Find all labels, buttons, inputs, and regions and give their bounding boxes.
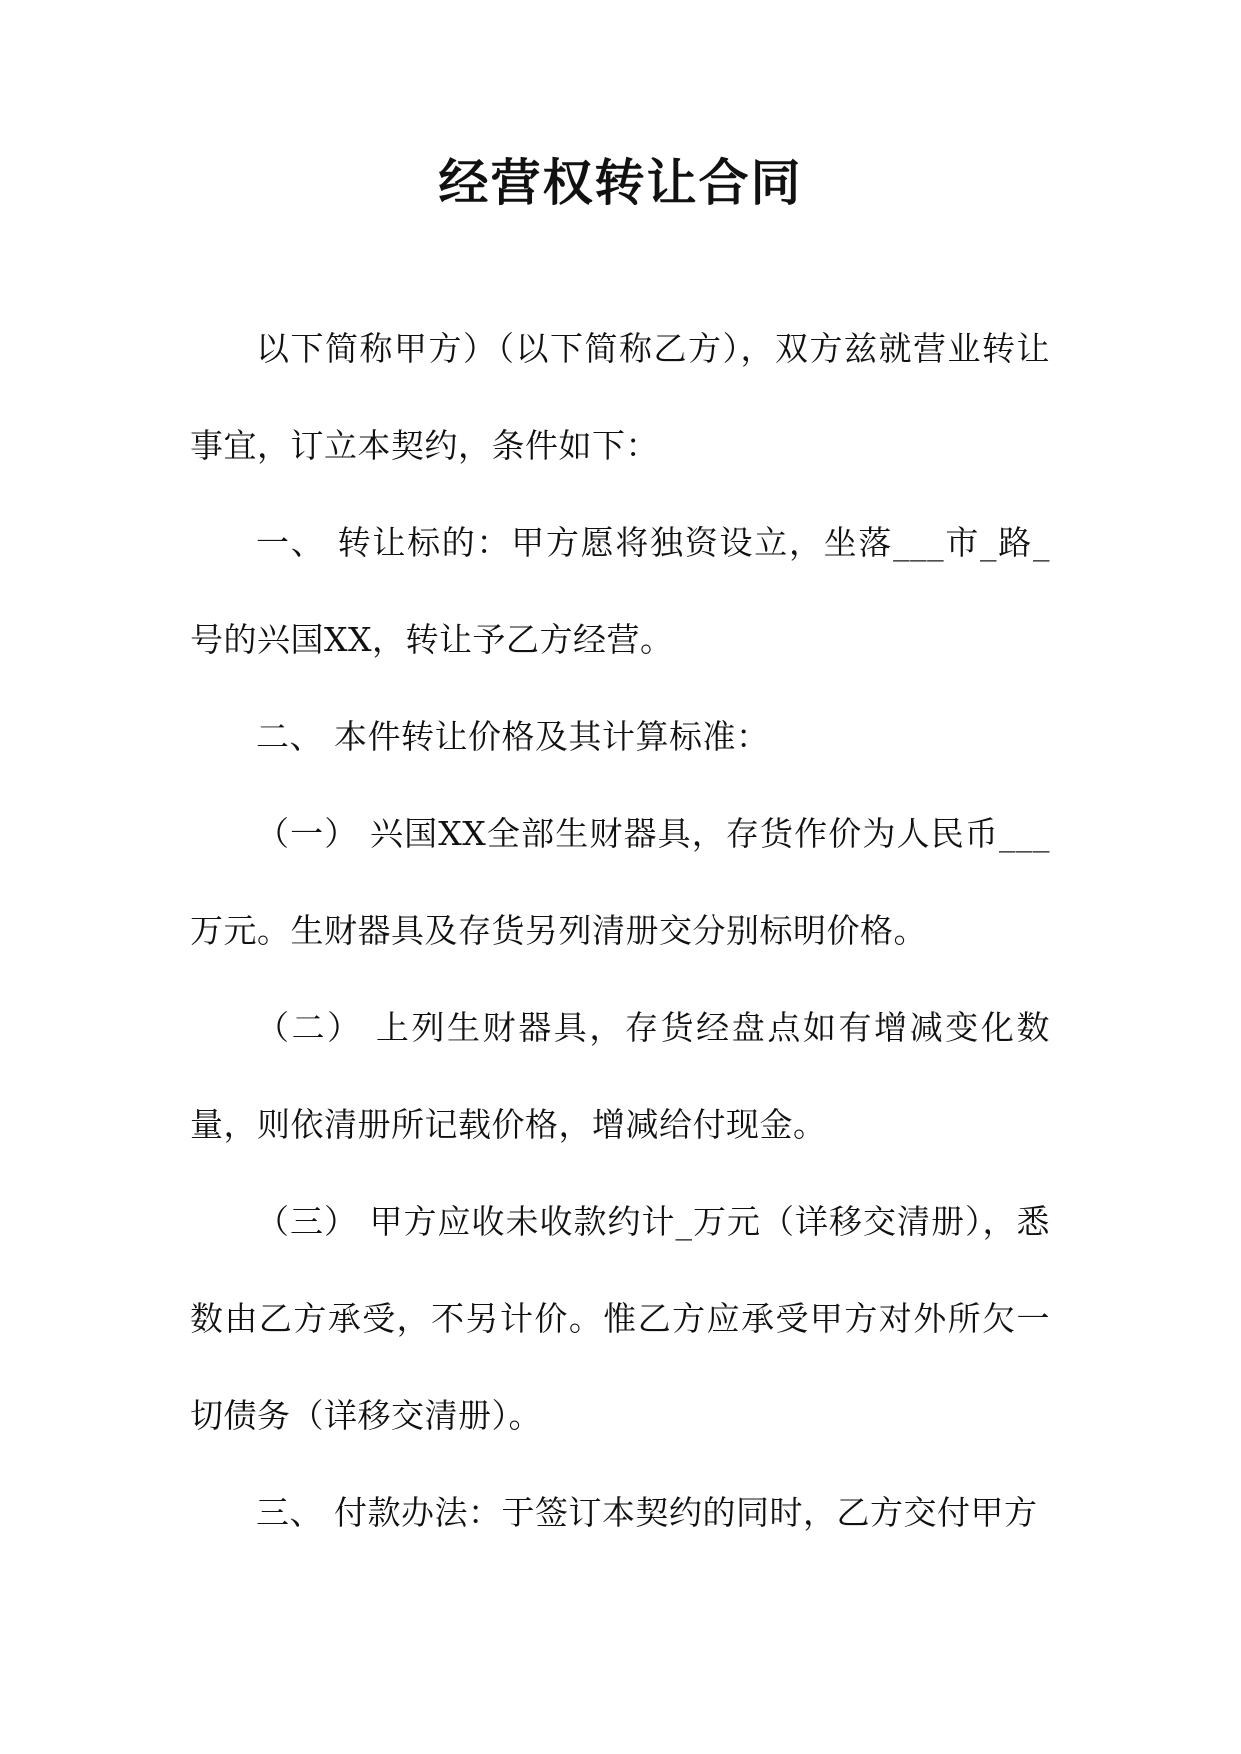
paragraph-clause-3: 三、 付款办法：于签订本契约的同时，乙方交付甲方 [256, 1493, 1038, 1532]
document-body [190, 300, 1050, 1561]
document-title: 经营权转让合同 [438, 154, 803, 212]
paragraph-clause-2-2: （二） 上列生财器具，存货经盘点如有增减变化数量，则依清册所记载价格，增减给付现金。 [190, 1008, 1050, 1144]
paragraph-clause-2: 二、 本件转让价格及其计算标准： [256, 717, 770, 756]
paragraph-intro: 以下简称甲方）（以下简称乙方），双方兹就营业转让事宜，订立本契约，条件如下： [190, 329, 1050, 465]
paragraph-clause-2-1: （一） 兴国XX全部生财器具，存货作价为人民币___万元。生财器具及存货另列清册交分别标明价格。 [190, 814, 1050, 950]
paragraph-clause-2-3: （三） 甲方应收未收款约计_万元（详移交清册），悉数由乙方承受，不另计价。惟乙方应承受甲方对外所欠一切债务（详移交清册）。 [190, 1202, 1050, 1435]
paragraph-clause-1: 一、 转让标的：甲方愿将独资设立，坐落___市_路_号的兴国XX，转让予乙方经营。 [190, 523, 1050, 659]
